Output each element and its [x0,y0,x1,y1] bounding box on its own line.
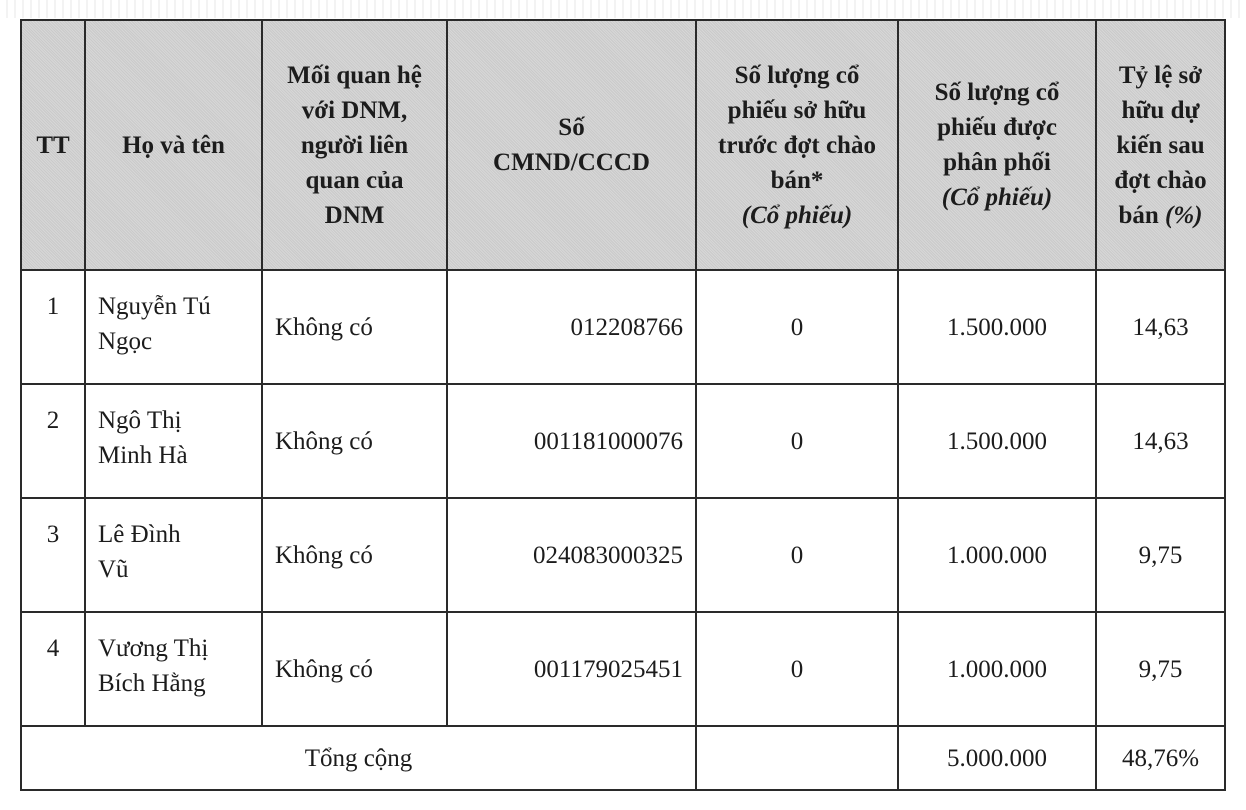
header-id-number: Số CMND/CCCD [447,20,696,270]
header-relation: Mối quan hệ với DNM, người liên quan của DNM [262,20,447,270]
header-shares-distributed: Số lượng cổ phiếu được phân phối (Cổ phiếu) [898,20,1096,270]
cell-ownership-ratio: 14,63 [1096,384,1225,498]
header-full-name: Họ và tên [85,20,262,270]
total-shares-distributed: 5.000.000 [898,726,1096,790]
cell-relation: Không có [262,270,447,384]
cell-tt: 1 [21,270,85,384]
cell-shares-before: 0 [696,612,898,726]
cell-relation: Không có [262,384,447,498]
cell-ownership-ratio: 14,63 [1096,270,1225,384]
cell-shares-distributed: 1.500.000 [898,384,1096,498]
cell-id-number: 012208766 [447,270,696,384]
cell-shares-distributed: 1.500.000 [898,270,1096,384]
cell-id-number: 024083000325 [447,498,696,612]
shareholder-distribution-table [20,19,1226,791]
header-tt: TT [21,20,85,270]
cell-tt: 2 [21,384,85,498]
cell-shares-before: 0 [696,270,898,384]
cell-name: Nguyễn Tú Ngọc [85,270,262,384]
total-shares-before [696,726,898,790]
cell-shares-distributed: 1.000.000 [898,498,1096,612]
cell-shares-distributed: 1.000.000 [898,612,1096,726]
cell-tt: 3 [21,498,85,612]
cell-ownership-ratio: 9,75 [1096,498,1225,612]
total-label: Tổng cộng [21,726,696,790]
cropped-text-strip [0,0,1246,18]
cell-relation: Không có [262,498,447,612]
cell-name: Vương Thị Bích Hằng [85,612,262,726]
header-shares-before: Số lượng cổ phiếu sở hữu trước đợt chào bán* (Cổ phiếu) [696,20,898,270]
total-row [21,726,1225,790]
table-header-row [21,20,1225,270]
cell-id-number: 001181000076 [447,384,696,498]
cell-tt: 4 [21,612,85,726]
table-row [21,498,1225,612]
table-row [21,612,1225,726]
cell-id-number: 001179025451 [447,612,696,726]
cell-relation: Không có [262,612,447,726]
table-row [21,384,1225,498]
header-ownership-ratio: Tỷ lệ sở hữu dự kiến sau đợt chào bán (%) [1096,20,1225,270]
table-row [21,270,1225,384]
cell-name: Ngô Thị Minh Hà [85,384,262,498]
cell-name: Lê Đình Vũ [85,498,262,612]
cell-shares-before: 0 [696,498,898,612]
cell-shares-before: 0 [696,384,898,498]
total-ownership-ratio: 48,76% [1096,726,1225,790]
cell-ownership-ratio: 9,75 [1096,612,1225,726]
